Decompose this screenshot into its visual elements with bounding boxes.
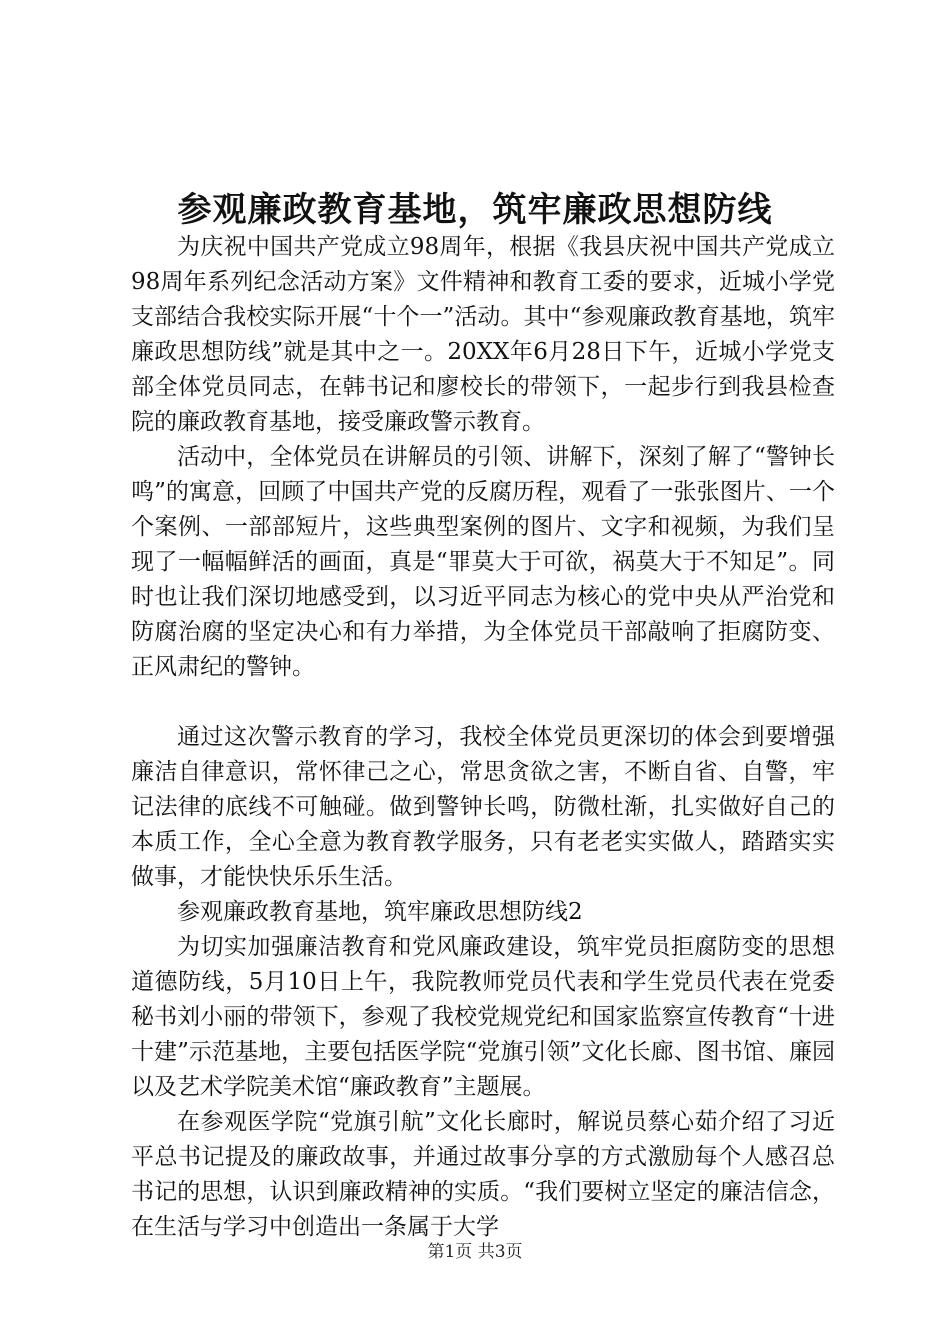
paragraph-activity: 活动中，全体党员在讲解员的引领、讲解下，深刻了解了“警钟长鸣”的寓意，回顾了中国共产党的反腐历程，观看了一张张图片、一个个案例、一部部短片，这些典型案例的图片、文字和视频，为我们呈现了一幅幅鲜活的画面，真是“罪莫大于可欲，祸莫大于不知足”。同时也让我们深切地感受到，以习近平同志为核心的党中央从严治党和防腐治腐的坚定决心和有力举措，为全体党员干部敲响了拒腐防变、正风肃纪的警钟。 bbox=[131, 444, 835, 680]
section-subheading: 参观廉政教育基地，筑牢廉政思想防线2 bbox=[177, 899, 583, 925]
page-footer: 第1页 共3页 bbox=[427, 1242, 523, 1262]
paragraph-intro: 为庆祝中国共产党成立98周年，根据《我县庆祝中国共产党成立98周年系列纪念活动方案》文件精神和教育工委的要求，近城小学党支部结合我校实际开展“十个一”活动。其中“参观廉政教育基地，筑牢廉政思想防线”就是其中之一。20XX年6月28日下午，近城小学党支部全体党员同志，在韩书记和廖校长的带领下，一起步行到我县检查院的廉政教育基地，接受廉政警示教育。 bbox=[131, 234, 835, 435]
page-title: 参观廉政教育基地，筑牢廉政思想防线 bbox=[177, 190, 773, 230]
paragraph-reflection: 通过这次警示教育的学习，我校全体党员更深切的体会到要增强廉洁自律意识，常怀律己之心，常思贪欲之害，不断自省、自警，牢记法律的底线不可触碰。做到警钟长鸣，防微杜渐，扎实做好自己的本质工作，全心全意为教育教学服务，只有老老实实做人，踏踏实实做事，才能快快乐乐生活。 bbox=[131, 724, 835, 890]
document-body bbox=[131, 230, 835, 1245]
paragraph-visit: 为切实加强廉洁教育和党风廉政建设，筑牢党员拒腐防变的思想道德防线，5月10日上午，我院教师党员代表和学生党员代表在党委秘书刘小丽的带领下，参观了我校党规党纪和国家监察宣传教育“十进十建”示范基地，主要包括医学院“党旗引领”文化长廊、图书馆、廉园以及艺术学院美术馆“廉政教育”主题展。 bbox=[131, 934, 835, 1100]
paragraph-corridor: 在参观医学院“党旗引航”文化长廊时，解说员蔡心茹介绍了习近平总书记提及的廉政故事，并通过故事分享的方式激励每个人感召总书记的思想，认识到廉政精神的实质。“我们要树立坚定的廉洁信念，在生活与学习中创造出一条属于大学 bbox=[131, 1109, 835, 1240]
